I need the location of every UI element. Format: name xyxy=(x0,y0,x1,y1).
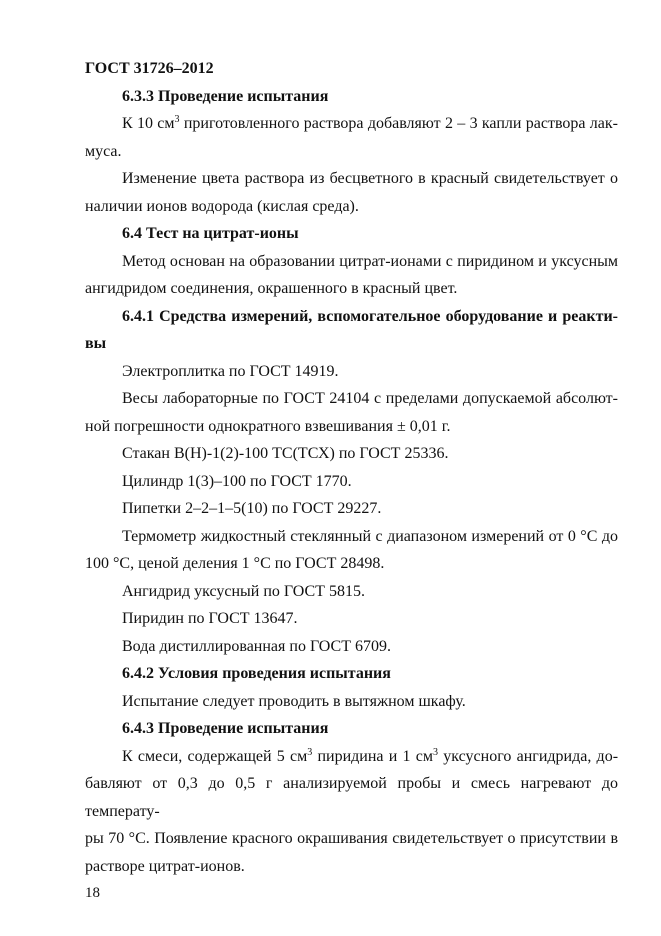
paragraph xyxy=(85,495,618,523)
superscript: 3 xyxy=(174,114,180,125)
text-column xyxy=(85,55,618,908)
paragraph xyxy=(85,523,618,578)
text-line: 100 °С, ценой деления 1 °С по ГОСТ 28498. xyxy=(85,555,385,572)
page-number: 18 xyxy=(85,885,100,901)
superscript: 3 xyxy=(307,746,313,758)
section-heading xyxy=(85,220,618,248)
document-body xyxy=(85,83,618,881)
text-line: Электроплитка по ГОСТ 14919. xyxy=(122,362,339,380)
section-heading xyxy=(85,660,618,688)
paragraph xyxy=(85,110,618,165)
text-line: растворе цитрат-ионов. xyxy=(85,857,245,875)
text-line: ангидридом соединения, окрашенного в красный цвет. xyxy=(85,280,458,297)
text-line: К 10 $см^3$ приготовленного раствора добавляют 2 – 3 капли раствора лак- xyxy=(122,114,618,132)
text-line: ры 70 °С. Появление красного окрашивания свидетельствует о присутствии в xyxy=(85,830,618,847)
text-line: Вода дистиллированная по ГОСТ 6709. xyxy=(122,637,391,655)
text-line: Цилиндр 1(3)–100 по ГОСТ 1770. xyxy=(122,472,352,490)
section-heading xyxy=(85,715,618,743)
running-header xyxy=(85,55,618,83)
paragraph xyxy=(85,688,618,716)
paragraph xyxy=(85,165,618,220)
text-line: ной погрешности однократного взвешивания ± 0,01 г. xyxy=(85,417,451,435)
paragraph xyxy=(85,468,618,496)
text-line: Пиридин по ГОСТ 13647. xyxy=(122,610,298,627)
text-line: К смеси, содержащей 5 $см^3$ пиридина и 1 $см^3$ уксусного ангидрида, до- xyxy=(122,746,619,765)
text-line: Стакан В(Н)-1(2)-100 ТС(ТСХ) по ГОСТ 25336. xyxy=(122,445,449,462)
text-line: муса. xyxy=(85,142,122,160)
text-line: Весы лабораторные по ГОСТ 24104 с пределами допускаемой абсолют- xyxy=(122,390,618,407)
text-line: 6.4.2 Условия проведения испытания xyxy=(122,665,391,682)
text-line: 6.4.3 Проведение испытания xyxy=(122,720,329,737)
text-line: Метод основан на образовании цитрат-ионами с пиридином и уксусным xyxy=(122,252,618,270)
text-line: 6.4.1 Средства измерений, вспомогательное оборудование и реакти- xyxy=(122,307,618,325)
running-header-text: ГОСТ 31726–2012 xyxy=(85,60,214,77)
paragraph xyxy=(85,385,618,440)
text-line: Пипетки 2–2–1–5(10) по ГОСТ 29227. xyxy=(122,500,382,517)
paragraph xyxy=(85,633,618,661)
text-line: Ангидрид уксусный по ГОСТ 5815. xyxy=(122,582,365,600)
text-line: Испытание следует проводить в вытяжном шкафу. xyxy=(122,692,466,710)
text-line: Изменение цвета раствора из бесцветного в красный свидетельствует о xyxy=(122,170,618,187)
text-line: 6.3.3 Проведение испытания xyxy=(122,87,329,105)
text-line: Термометр жидкостный стеклянный с диапазоном измерений от 0 °С до xyxy=(122,527,618,545)
paragraph xyxy=(85,743,618,881)
paragraph xyxy=(85,440,618,468)
superscript: 3 xyxy=(433,746,439,758)
paragraph xyxy=(85,358,618,386)
paragraph xyxy=(85,605,618,633)
text-line: бавляют от 0,3 до 0,5 г анализируемой пробы и смесь нагревают до температу- xyxy=(85,775,618,820)
section-heading xyxy=(85,303,618,358)
text-line: наличии ионов водорода (кислая среда). xyxy=(85,197,359,215)
section-heading xyxy=(85,83,618,111)
paragraph xyxy=(85,248,618,303)
paragraph xyxy=(85,578,618,606)
text-line: 6.4 Тест на цитрат-ионы xyxy=(122,225,299,242)
text-line: вы xyxy=(85,335,107,352)
